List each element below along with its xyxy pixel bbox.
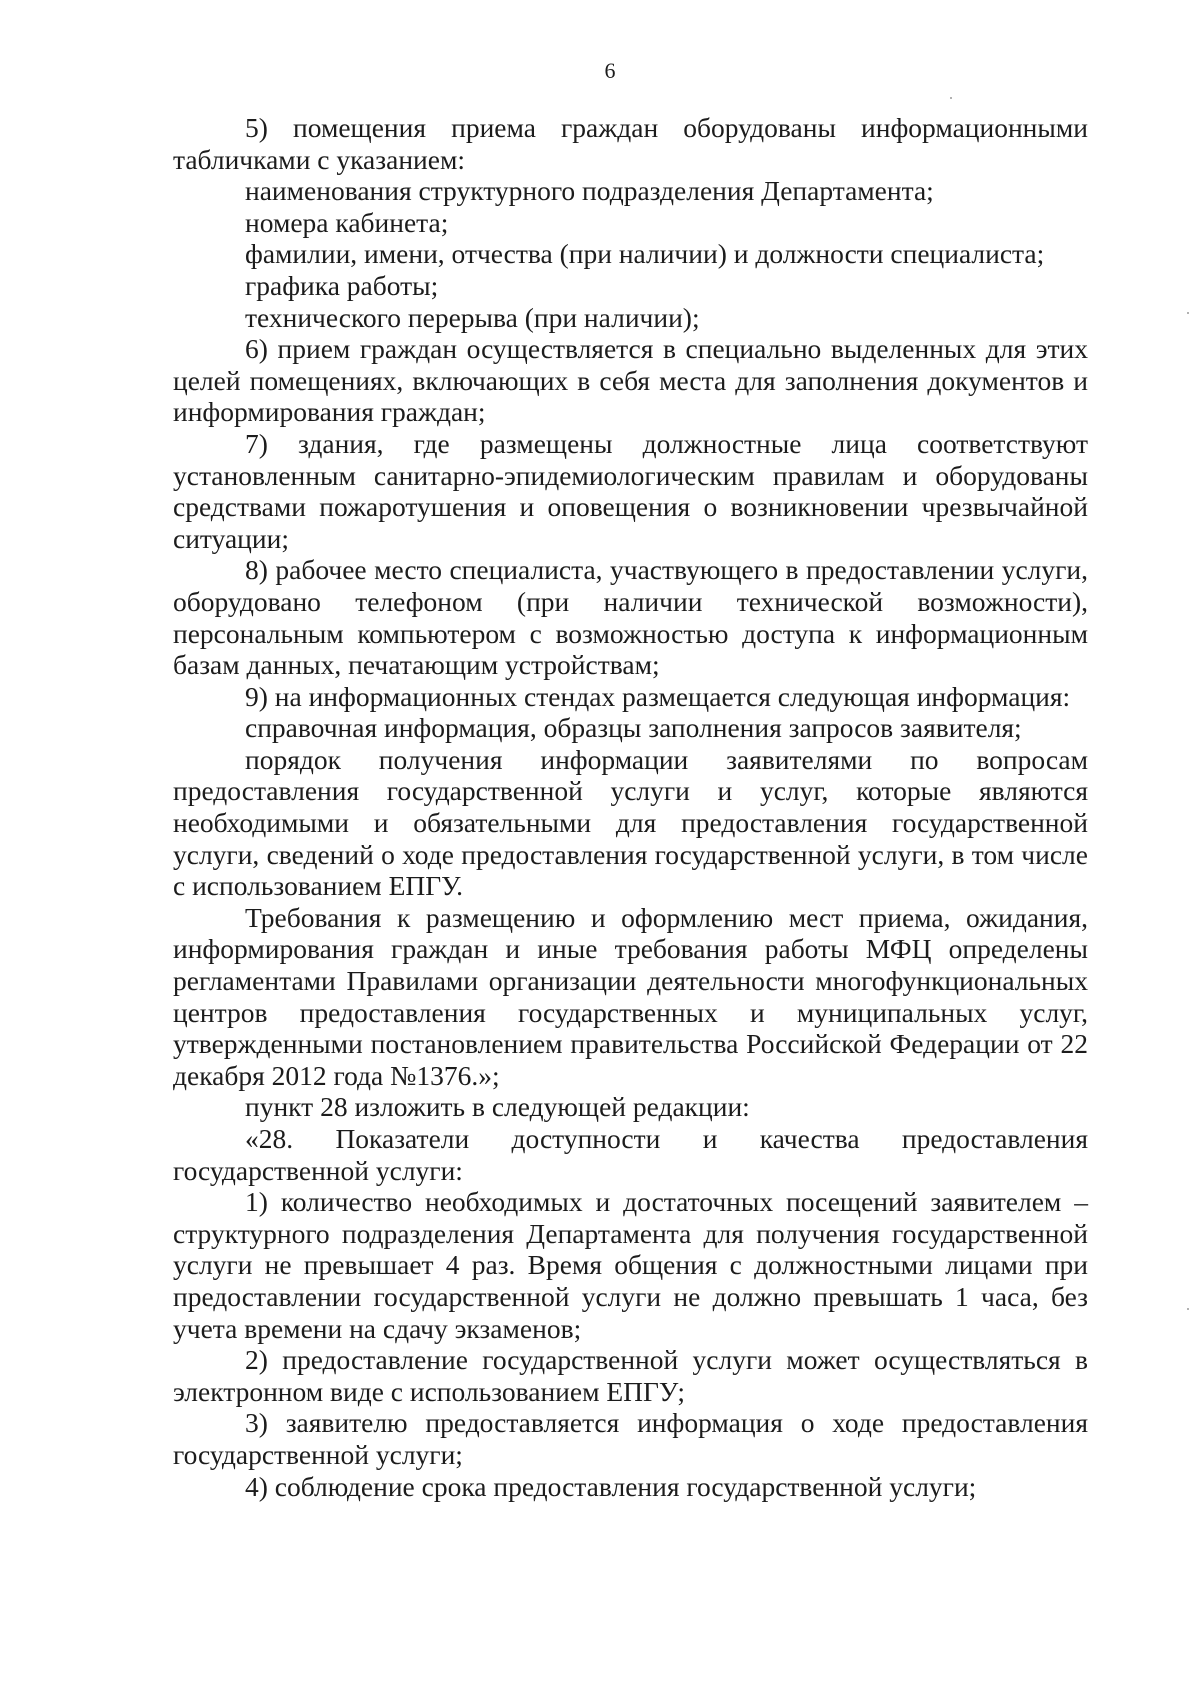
paragraph-item-8: 8) рабочее место специалиста, участвующего в предоставлении услуги, оборудовано телефоном (при наличии технической возможности), персональным компьютером с возможностью доступа к информационным базам данных, печатающим устройствам; bbox=[173, 554, 1088, 681]
list-line-department-name: наименования структурного подразделения Департамента; bbox=[245, 175, 934, 207]
scan-speck bbox=[1187, 312, 1189, 314]
scan-speck bbox=[1187, 1308, 1189, 1310]
list-line-work-schedule: графика работы; bbox=[245, 269, 439, 301]
list-line-office-number: номера кабинета; bbox=[245, 206, 449, 238]
paragraph-indicator-3: 3) заявителю предоставляется информация о ходе предоставления государственной услуги; bbox=[173, 1407, 1088, 1470]
paragraph-clause-28-intro: пункт 28 изложить в следующей редакции: bbox=[245, 1091, 750, 1123]
paragraph-indicator-2: 2) предоставление государственной услуги может осуществляться в электронном виде с использованием ЕПГУ; bbox=[173, 1344, 1088, 1407]
paragraph-clause-28-title: «28. Показатели доступности и качества предоставления государственной услуги: bbox=[173, 1123, 1088, 1186]
list-line-reference-info: справочная информация, образцы заполнения запросов заявителя; bbox=[245, 712, 1022, 744]
paragraph-mfc-requirements: Требования к размещению и оформлению мест приема, ожидания, информирования граждан и иные требования работы МФЦ определены регламентами Правилами организации деятельности многофункциональных центров предоставления государственных и муниципальных услуг, утвержденными постановлением правительства Российской Федерации от 22 декабря 2012 года №1376.»; bbox=[173, 901, 1088, 1091]
paragraph-item-7: 7) здания, где размещены должностные лица соответствуют установленным санитарно-эпидемиологическим правилам и оборудованы средствами пожаротушения и оповещения о возникновении чрезвычайной ситуации; bbox=[173, 427, 1088, 554]
paragraph-indicator-1: 1) количество необходимых и достаточных посещений заявителем – структурного подразделения Департамента для получения государственной услуги не превышает 4 раз. Время общения с должностными лицами при предоставлении государственной услуги не должно превышать 1 часа, без учета времени на сдачу экзаменов; bbox=[173, 1186, 1088, 1344]
paragraph-item-6: 6) прием граждан осуществляется в специально выделенных для этих целей помещениях, включающих в себя места для заполнения документов и информирования граждан; bbox=[173, 333, 1088, 428]
paragraph-item-5: 5) помещения приема граждан оборудованы информационными табличками с указанием: bbox=[173, 112, 1088, 175]
paragraph-indicator-4: 4) соблюдение срока предоставления государственной услуги; bbox=[245, 1470, 977, 1502]
scan-speck bbox=[950, 97, 952, 99]
page-number: 6 bbox=[604, 58, 616, 83]
list-line-specialist-name: фамилии, имени, отчества (при наличии) и должности специалиста; bbox=[245, 238, 1045, 270]
paragraph-info-procedure: порядок получения информации заявителями по вопросам предоставления государственной услуги и услуг, которые являются необходимыми и обязательными для предоставления государственной услуги, сведений о ходе предоставления государственной услуги, в том числе с использованием ЕПГУ. bbox=[173, 743, 1088, 902]
document-body bbox=[173, 112, 1088, 1502]
list-line-break: технического перерыва (при наличии); bbox=[245, 301, 700, 333]
paragraph-item-9: 9) на информационных стендах размещается следующая информация: bbox=[245, 680, 1071, 712]
